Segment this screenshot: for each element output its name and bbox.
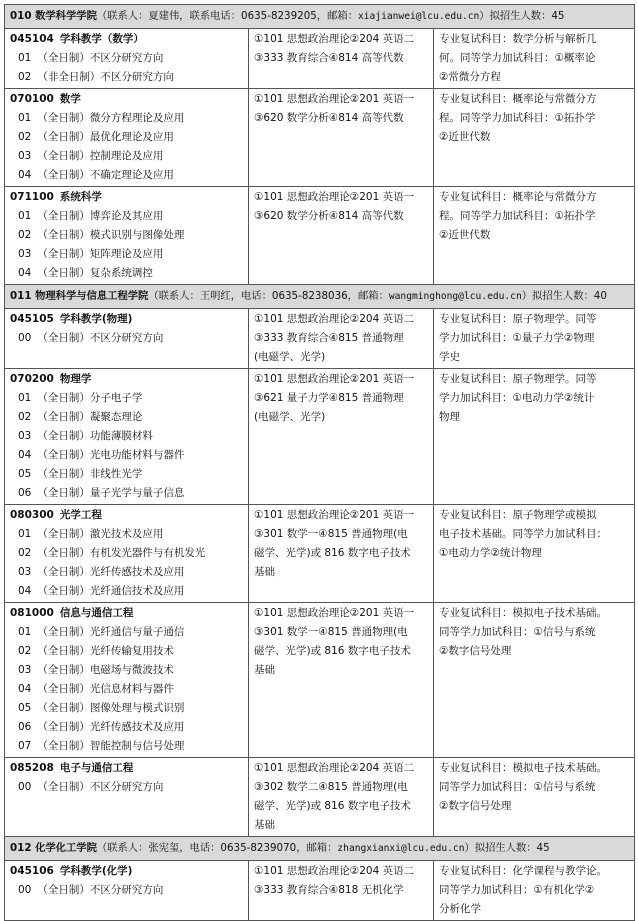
major-name: 电子与通信工程	[59, 762, 134, 774]
research-direction	[10, 128, 244, 147]
direction-number: 03	[18, 664, 32, 676]
research-direction	[10, 408, 244, 427]
research-direction	[10, 147, 244, 166]
major-row	[5, 758, 635, 837]
research-direction	[10, 245, 244, 264]
major-cell	[5, 89, 249, 187]
retest-subjects-line: 专业复试科目：模拟电子技术基础。	[439, 607, 607, 619]
research-direction	[10, 881, 244, 900]
direction-text: （非全日制）不区分研究方向	[37, 71, 174, 83]
retest-subjects-line: 程。同等学力加试科目：①拓扑学	[439, 112, 596, 124]
retest-subjects-line: 物理	[439, 411, 460, 423]
direction-number: 01	[18, 52, 32, 64]
exam-subjects-line: 基础	[254, 819, 275, 831]
research-direction	[10, 778, 244, 797]
research-direction	[10, 525, 244, 544]
major-name: 物理学	[59, 373, 92, 385]
exam-subjects-cell	[249, 89, 434, 187]
direction-text: （全日制）光纤传感技术及应用	[37, 721, 185, 733]
major-cell	[5, 758, 249, 837]
direction-text: （全日制）矩阵理论及应用	[37, 248, 164, 260]
major-title	[10, 30, 244, 49]
research-direction	[10, 484, 244, 503]
direction-text: （全日制）光纤通信与量子通信	[37, 626, 185, 638]
retest-subjects-line: 学史	[439, 351, 460, 363]
research-direction	[10, 642, 244, 661]
retest-subjects-cell	[434, 758, 635, 837]
major-cell	[5, 187, 249, 285]
retest-subjects-line: 分析化学	[439, 903, 481, 915]
direction-text: （全日制）有机发光器件与有机发光	[37, 547, 206, 559]
direction-number: 02	[18, 229, 32, 241]
major-title	[10, 188, 244, 207]
direction-text: （全日制）光纤通信技术及应用	[37, 585, 185, 597]
direction-number: 03	[18, 150, 32, 162]
major-code: 070100	[10, 93, 54, 105]
major-code: 045104	[10, 33, 54, 45]
retest-subjects-line: 学力加试科目：①电动力学②统计	[439, 392, 595, 404]
college-header-row	[5, 837, 635, 861]
direction-text: （全日制）控制理论及应用	[37, 150, 164, 162]
college-name: 012 化学化工学院	[10, 842, 97, 854]
research-direction	[10, 68, 244, 87]
retest-subjects-line: 专业复试科目：概率论与常微分方	[439, 93, 597, 105]
direction-number: 04	[18, 585, 32, 597]
major-name: 信息与通信工程	[59, 607, 134, 619]
direction-text: （全日制）博弈论及其应用	[37, 210, 164, 222]
research-direction	[10, 737, 244, 756]
college-contact-prefix: （联系人：张宪玺，电话：0635-8239070，邮箱：	[96, 842, 338, 854]
college-header-row	[5, 285, 635, 309]
retest-subjects-cell	[434, 369, 635, 505]
college-email: wangminghong@lcu.edu.cn	[388, 291, 522, 302]
college-contact-prefix: （联系人：夏建伟，联系电话：0635-8239205，邮箱：	[96, 10, 358, 22]
major-title	[10, 862, 244, 881]
exam-subjects-line: ①101 思想政治理论②201 英语一	[254, 191, 415, 203]
direction-text: （全日制）微分方程理论及应用	[37, 112, 185, 124]
exam-subjects-line: ③621 量子力学④815 普通物理	[254, 392, 404, 404]
direction-number: 00	[18, 781, 32, 793]
direction-number: 02	[18, 71, 32, 83]
exam-subjects-line: ①101 思想政治理论②204 英语二	[254, 33, 415, 45]
direction-text: （全日制）模式识别与图像处理	[37, 229, 185, 241]
direction-number: 01	[18, 210, 32, 222]
direction-number: 05	[18, 468, 32, 480]
retest-subjects-line: ①电动力学②统计物理	[439, 547, 542, 559]
major-code: 080300	[10, 509, 54, 521]
retest-subjects-line: 专业复试科目：原子物理学。同等	[439, 313, 597, 325]
retest-subjects-line: ②近世代数	[439, 229, 491, 241]
major-row	[5, 89, 635, 187]
direction-number: 02	[18, 645, 32, 657]
direction-text: （全日制）不确定理论及应用	[37, 169, 174, 181]
exam-subjects-line: ③620 数学分析④814 高等代数	[254, 210, 404, 222]
major-title	[10, 90, 244, 109]
retest-subjects-line: ②数字信号处理	[439, 645, 512, 657]
research-direction	[10, 680, 244, 699]
college-header-row	[5, 5, 635, 29]
exam-subjects-cell	[249, 29, 434, 89]
major-row	[5, 369, 635, 505]
major-row	[5, 187, 635, 285]
major-cell	[5, 861, 249, 921]
direction-text: （全日制）不区分研究方向	[37, 781, 164, 793]
retest-subjects-line: 何。同等学力加试科目：①概率论	[439, 52, 596, 64]
exam-subjects-line: ③333 教育综合④814 高等代数	[254, 52, 404, 64]
retest-subjects-line: 电子技术基础。同等学力加试科目：	[439, 528, 607, 540]
exam-subjects-line: ③302 数学二④815 普通物理(电	[254, 781, 408, 793]
direction-number: 05	[18, 702, 32, 714]
retest-subjects-line: 专业复试科目：概率论与常微分方	[439, 191, 597, 203]
retest-subjects-line: 程。同等学力加试科目：①拓扑学	[439, 210, 596, 222]
direction-number: 02	[18, 547, 32, 559]
direction-text: （全日制）光电功能材料与器件	[37, 449, 185, 461]
major-cell	[5, 505, 249, 603]
direction-text: （全日制）不区分研究方向	[37, 52, 164, 64]
direction-number: 04	[18, 169, 32, 181]
research-direction	[10, 661, 244, 680]
exam-subjects-line: ①101 思想政治理论②204 英语二	[254, 762, 415, 774]
direction-text: （全日制）光纤传感技术及应用	[37, 566, 185, 578]
direction-number: 01	[18, 112, 32, 124]
major-code: 071100	[10, 191, 54, 203]
research-direction	[10, 109, 244, 128]
direction-number: 02	[18, 131, 32, 143]
direction-text: （全日制）智能控制与信号处理	[37, 740, 185, 752]
direction-text: （全日制）激光技术及应用	[37, 528, 164, 540]
research-direction	[10, 264, 244, 283]
major-cell	[5, 603, 249, 758]
direction-number: 03	[18, 248, 32, 260]
exam-subjects-line: ①101 思想政治理论②201 英语一	[254, 607, 415, 619]
exam-subjects-cell	[249, 758, 434, 837]
research-direction	[10, 718, 244, 737]
major-row	[5, 861, 635, 921]
retest-subjects-line: 同等学力加试科目：①信号与系统	[439, 781, 596, 793]
admissions-catalog-page	[4, 4, 634, 921]
direction-number: 01	[18, 528, 32, 540]
college-name: 011 物理科学与信息工程学院	[10, 290, 149, 302]
direction-text: （全日制）光纤传输复用技术	[37, 645, 174, 657]
retest-subjects-line: 专业复试科目：模拟电子技术基础。	[439, 762, 607, 774]
retest-subjects-line: ②近世代数	[439, 131, 491, 143]
retest-subjects-line: ②常微分方程	[439, 71, 501, 83]
exam-subjects-line: ③620 数学分析④814 高等代数	[254, 112, 404, 124]
retest-subjects-line: 专业复试科目：化学课程与教学论。	[439, 865, 607, 877]
college-email: xiajianwei@lcu.edu.cn	[358, 11, 480, 22]
retest-subjects-cell	[434, 187, 635, 285]
direction-text: （全日制）凝聚态理论	[37, 411, 143, 423]
retest-subjects-line: ②数字信号处理	[439, 800, 512, 812]
exam-subjects-cell	[249, 861, 434, 921]
major-row	[5, 309, 635, 369]
college-header-cell	[5, 837, 635, 861]
exam-subjects-line: 基础	[254, 664, 275, 676]
direction-number: 04	[18, 267, 32, 279]
research-direction	[10, 427, 244, 446]
college-email: zhangxianxi@lcu.edu.cn	[337, 843, 465, 854]
college-header-cell	[5, 5, 635, 29]
direction-number: 04	[18, 449, 32, 461]
research-direction	[10, 49, 244, 68]
exam-subjects-line: ①101 思想政治理论②201 英语一	[254, 509, 415, 521]
major-code: 045105	[10, 313, 54, 325]
college-header-cell	[5, 285, 635, 309]
direction-text: （全日制）量子光学与量子信息	[37, 487, 185, 499]
retest-subjects-cell	[434, 861, 635, 921]
exam-subjects-cell	[249, 309, 434, 369]
retest-subjects-cell	[434, 29, 635, 89]
college-name: 010 数学科学学院	[10, 10, 97, 22]
retest-subjects-line: 同等学力加试科目：①有机化学②	[439, 884, 595, 896]
college-quota: ）拟招生人数：45	[464, 842, 550, 854]
retest-subjects-line: 学力加试科目：①量子力学②物理	[439, 332, 595, 344]
research-direction	[10, 582, 244, 601]
major-name: 数学	[59, 93, 81, 105]
major-title	[10, 506, 244, 525]
major-name: 光学工程	[59, 509, 102, 521]
direction-number: 00	[18, 332, 32, 344]
direction-number: 06	[18, 487, 32, 499]
direction-text: （全日制）最优化理论及应用	[37, 131, 174, 143]
direction-number: 00	[18, 884, 32, 896]
research-direction	[10, 226, 244, 245]
retest-subjects-cell	[434, 309, 635, 369]
exam-subjects-line: 磁学、光学)或 816 数字电子技术	[254, 547, 411, 559]
retest-subjects-line: 专业复试科目：原子物理学。同等	[439, 373, 597, 385]
major-title	[10, 759, 244, 778]
retest-subjects-line: 专业复试科目：原子物理学或模拟	[439, 509, 597, 521]
direction-text: （全日制）功能薄膜材料	[37, 430, 153, 442]
research-direction	[10, 389, 244, 408]
direction-number: 01	[18, 626, 32, 638]
exam-subjects-line: ③301 数学一④815 普通物理(电	[254, 528, 408, 540]
exam-subjects-cell	[249, 369, 434, 505]
direction-text: （全日制）复杂系统调控	[37, 267, 153, 279]
exam-subjects-line: 磁学、光学)或 816 数字电子技术	[254, 645, 411, 657]
major-cell	[5, 29, 249, 89]
research-direction	[10, 329, 244, 348]
major-cell	[5, 369, 249, 505]
research-direction	[10, 699, 244, 718]
exam-subjects-line: ①101 思想政治理论②201 英语一	[254, 93, 415, 105]
major-row	[5, 505, 635, 603]
college-quota: ）拟招生人数：40	[521, 290, 607, 302]
retest-subjects-line: 同等学力加试科目：①信号与系统	[439, 626, 596, 638]
exam-subjects-line: ③333 教育综合④815 普通物理	[254, 332, 404, 344]
research-direction	[10, 465, 244, 484]
retest-subjects-cell	[434, 89, 635, 187]
college-contact-prefix: （联系人：王明红，电话：0635-8238036，邮箱：	[148, 290, 389, 302]
exam-subjects-line: ①101 思想政治理论②204 英语二	[254, 865, 415, 877]
exam-subjects-line: ③301 数学一④815 普通物理(电	[254, 626, 408, 638]
direction-text: （全日制）非线性光学	[37, 468, 143, 480]
major-title	[10, 310, 244, 329]
research-direction	[10, 166, 244, 185]
direction-text: （全日制）分子电子学	[37, 392, 143, 404]
major-cell	[5, 309, 249, 369]
major-name: 学科教学(化学)	[59, 865, 133, 877]
exam-subjects-cell	[249, 187, 434, 285]
major-code: 070200	[10, 373, 54, 385]
exam-subjects-line: 磁学、光学)或 816 数字电子技术	[254, 800, 411, 812]
research-direction	[10, 207, 244, 226]
retest-subjects-line: 专业复试科目：数学分析与解析几	[439, 33, 597, 45]
exam-subjects-line: 基础	[254, 566, 275, 578]
direction-text: （全日制）电磁场与微波技术	[37, 664, 174, 676]
direction-number: 02	[18, 411, 32, 423]
exam-subjects-line: ①101 思想政治理论②201 英语一	[254, 373, 415, 385]
major-code: 081000	[10, 607, 54, 619]
major-title	[10, 370, 244, 389]
direction-number: 03	[18, 430, 32, 442]
major-title	[10, 604, 244, 623]
exam-subjects-cell	[249, 603, 434, 758]
retest-subjects-cell	[434, 505, 635, 603]
direction-text: （全日制）不区分研究方向	[37, 332, 164, 344]
retest-subjects-cell	[434, 603, 635, 758]
exam-subjects-line: ①101 思想政治理论②204 英语二	[254, 313, 415, 325]
direction-number: 03	[18, 566, 32, 578]
exam-subjects-line: ③333 教育综合④818 无机化学	[254, 884, 404, 896]
exam-subjects-cell	[249, 505, 434, 603]
major-name: 学科教学（数学）	[59, 33, 144, 45]
research-direction	[10, 563, 244, 582]
major-name: 学科教学(物理)	[59, 313, 133, 325]
exam-subjects-line: (电磁学、光学)	[254, 411, 326, 423]
direction-number: 04	[18, 683, 32, 695]
major-code: 085208	[10, 762, 54, 774]
major-row	[5, 29, 635, 89]
direction-text: （全日制）光信息材料与器件	[37, 683, 174, 695]
exam-subjects-line: (电磁学、光学)	[254, 351, 326, 363]
research-direction	[10, 446, 244, 465]
catalog-table-body	[5, 5, 635, 921]
direction-text: （全日制）图像处理与模式识别	[37, 702, 185, 714]
direction-number: 07	[18, 740, 32, 752]
research-direction	[10, 544, 244, 563]
direction-text: （全日制）不区分研究方向	[37, 884, 164, 896]
research-direction	[10, 623, 244, 642]
major-row	[5, 603, 635, 758]
major-name: 系统科学	[59, 191, 102, 203]
college-quota: ）拟招生人数：45	[479, 10, 565, 22]
direction-number: 01	[18, 392, 32, 404]
catalog-table	[4, 4, 635, 921]
major-code: 045106	[10, 865, 54, 877]
direction-number: 06	[18, 721, 32, 733]
